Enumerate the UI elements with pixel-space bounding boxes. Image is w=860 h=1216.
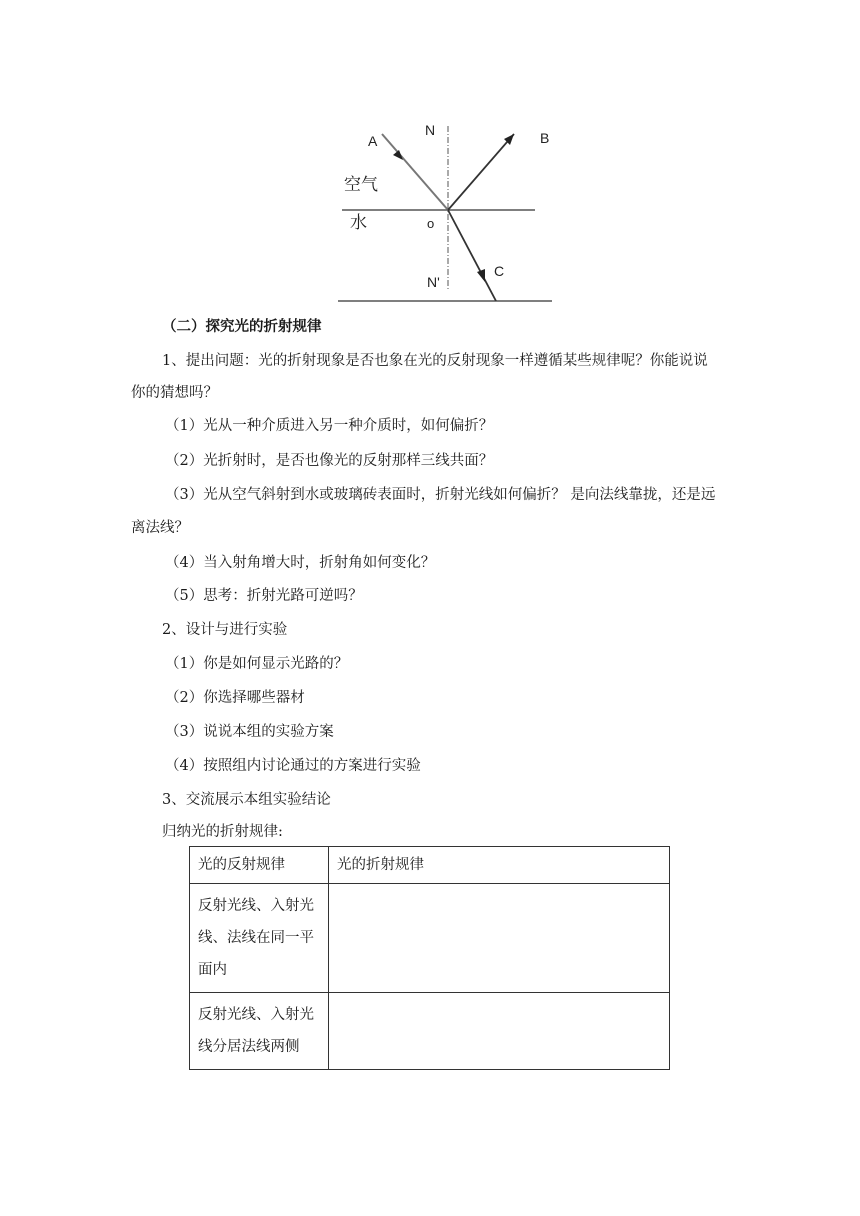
table-cell-reflection-1: 反射光线、入射光线、法线在同一平面内 — [190, 884, 329, 993]
q1-item-5: （5）思考：折射光路可逆吗？ — [165, 588, 363, 604]
incident-ray — [382, 134, 448, 210]
refraction-diagram — [330, 100, 560, 310]
label-c: C — [494, 263, 505, 279]
table-header-refraction: 光的折射规律 — [329, 847, 670, 884]
label-water: 水 — [350, 213, 367, 233]
label-n-prime: N' — [427, 274, 440, 290]
label-air: 空气 — [344, 175, 378, 195]
q2-item-3: （3）说说本组的实验方案 — [165, 724, 334, 740]
q1-item-3-cont: 离法线？ — [131, 520, 189, 536]
table-cell-refraction-2 — [329, 993, 670, 1070]
refracted-ray — [448, 210, 496, 301]
q1-item-3: （3）光从空气斜射到水或玻璃砖表面时，折射光线如何偏折？ 是向法线靠拢，还是远 — [165, 487, 716, 503]
summary-intro: 归纳光的折射规律: — [162, 824, 283, 840]
label-a: A — [368, 133, 378, 149]
q1-heading-line1: 1、提出问题：光的折射现象是否也象在光的反射现象一样遵循某些规律呢？你能说说 — [162, 353, 708, 369]
refracted-arrow — [477, 269, 485, 282]
q1-item-1: （1）光从一种介质进入另一种介质时，如何偏折？ — [165, 418, 494, 434]
q2-item-2: （2）你选择哪些器材 — [165, 690, 305, 706]
q1-item-2: （2）光折射时，是否也像光的反射那样三线共面？ — [165, 453, 494, 469]
label-o: o — [427, 216, 435, 231]
q1-heading-line2: 你的猜想吗？ — [131, 385, 218, 401]
table-row — [190, 993, 670, 1070]
refraction-summary-table — [189, 846, 670, 1070]
table-header-reflection: 光的反射规律 — [190, 847, 329, 884]
reflected-ray — [448, 134, 514, 210]
label-b: B — [540, 130, 550, 146]
label-n: N — [425, 122, 436, 138]
q3-heading: 3、交流展示本组实验结论 — [162, 792, 331, 808]
table-row — [190, 884, 670, 993]
section-title: （二）探究光的折射规律 — [162, 318, 322, 335]
table-header-row — [190, 847, 670, 884]
q2-item-4: （4）按照组内讨论通过的方案进行实验 — [165, 758, 421, 774]
q2-item-1: （1）你是如何显示光路的？ — [165, 656, 349, 672]
table-cell-refraction-1 — [329, 884, 670, 993]
refraction-diagram-svg — [330, 100, 560, 310]
q2-heading: 2、设计与进行实验 — [162, 622, 288, 638]
table-cell-reflection-2: 反射光线、入射光线分居法线两侧 — [190, 993, 329, 1070]
q1-item-4: （4）当入射角增大时，折射角如何变化？ — [165, 555, 436, 571]
